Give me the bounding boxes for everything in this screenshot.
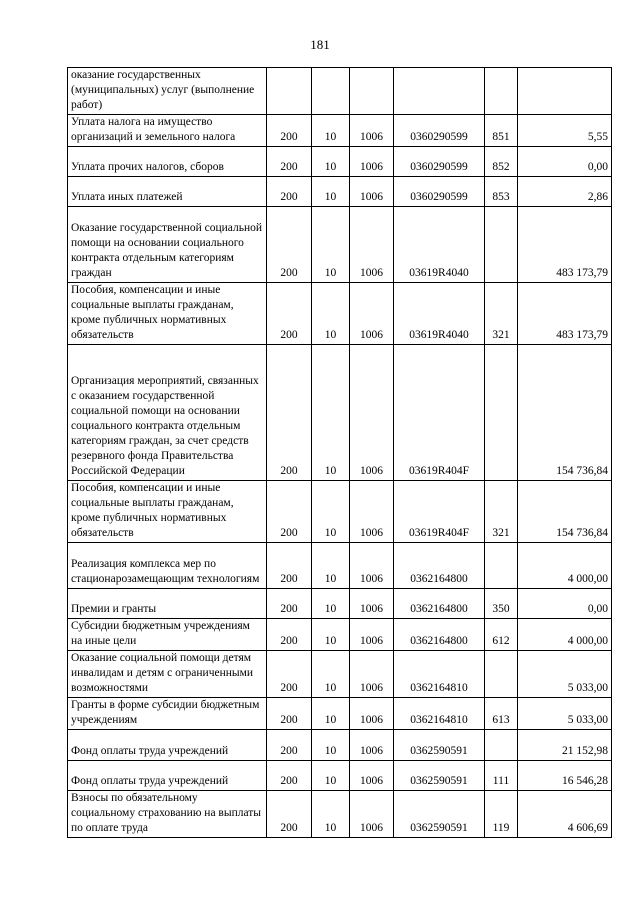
expense-type-code: 852 (485, 147, 518, 177)
subsection-code: 1006 (350, 207, 394, 283)
table-row (68, 345, 612, 481)
subsection-code: 1006 (350, 619, 394, 651)
amount: 5 033,00 (518, 651, 612, 698)
section-code: 10 (312, 619, 350, 651)
amount: 4 000,00 (518, 543, 612, 589)
section-code: 10 (312, 345, 350, 481)
target-code: 0360290599 (394, 177, 485, 207)
table-row (68, 68, 612, 115)
table-row (68, 698, 612, 730)
amount: 5,55 (518, 115, 612, 147)
target-code: 0362164810 (394, 698, 485, 730)
table-row (68, 207, 612, 283)
expense-type-code: 613 (485, 698, 518, 730)
subsection-code: 1006 (350, 651, 394, 698)
row-name: Взносы по обязательному социальному страхованию на выплаты по оплате труда (68, 791, 267, 838)
amount: 0,00 (518, 589, 612, 619)
amount: 4 000,00 (518, 619, 612, 651)
section-code: 10 (312, 207, 350, 283)
amount: 21 152,98 (518, 730, 612, 761)
amount: 2,86 (518, 177, 612, 207)
target-code: 0360290599 (394, 115, 485, 147)
target-code: 0362590591 (394, 730, 485, 761)
subsection-code: 1006 (350, 698, 394, 730)
amount: 0,00 (518, 147, 612, 177)
table-row (68, 481, 612, 543)
section-code: 10 (312, 761, 350, 791)
target-code: 0362590591 (394, 791, 485, 838)
row-name: оказание государственных (муниципальных) услуг (выполнение работ) (68, 68, 267, 115)
subsection-code (350, 68, 394, 115)
section-code: 10 (312, 283, 350, 345)
amount: 5 033,00 (518, 698, 612, 730)
row-name: Оказание государственной социальной помощи на основании социального контракта отдельным категориям граждан (68, 207, 267, 283)
ministry-code: 200 (267, 115, 312, 147)
subsection-code: 1006 (350, 481, 394, 543)
subsection-code: 1006 (350, 543, 394, 589)
subsection-code: 1006 (350, 147, 394, 177)
budget-table (67, 67, 612, 838)
table-row (68, 730, 612, 761)
ministry-code (267, 68, 312, 115)
table-row (68, 761, 612, 791)
ministry-code: 200 (267, 651, 312, 698)
subsection-code: 1006 (350, 283, 394, 345)
ministry-code: 200 (267, 619, 312, 651)
section-code: 10 (312, 589, 350, 619)
amount: 483 173,79 (518, 283, 612, 345)
expense-type-code: 612 (485, 619, 518, 651)
table-row (68, 115, 612, 147)
ministry-code: 200 (267, 698, 312, 730)
row-name: Субсидии бюджетным учреждениям на иные цели (68, 619, 267, 651)
target-code: 0362164800 (394, 543, 485, 589)
expense-type-code: 853 (485, 177, 518, 207)
section-code: 10 (312, 698, 350, 730)
expense-type-code (485, 543, 518, 589)
target-code: 03619R4040 (394, 207, 485, 283)
subsection-code: 1006 (350, 177, 394, 207)
row-name: Оказание социальной помощи детям инвалидам и детям с ограниченными возможностями (68, 651, 267, 698)
amount: 154 736,84 (518, 345, 612, 481)
row-name: Фонд оплаты труда учреждений (68, 761, 267, 791)
section-code: 10 (312, 791, 350, 838)
amount: 483 173,79 (518, 207, 612, 283)
target-code: 03619R404F (394, 345, 485, 481)
table-row (68, 147, 612, 177)
row-name: Гранты в форме субсидии бюджетным учреждениям (68, 698, 267, 730)
target-code: 03619R404F (394, 481, 485, 543)
budget-table-body (68, 68, 612, 838)
table-row (68, 619, 612, 651)
expense-type-code (485, 730, 518, 761)
target-code: 03619R4040 (394, 283, 485, 345)
row-name: Реализация комплекса мер по стационарозамещающим технологиям (68, 543, 267, 589)
target-code: 0362590591 (394, 761, 485, 791)
subsection-code: 1006 (350, 345, 394, 481)
target-code: 0362164800 (394, 619, 485, 651)
row-name: Пособия, компенсации и иные социальные выплаты гражданам, кроме публичных нормативных обязательств (68, 283, 267, 345)
subsection-code: 1006 (350, 730, 394, 761)
target-code: 0360290599 (394, 147, 485, 177)
ministry-code: 200 (267, 543, 312, 589)
expense-type-code: 111 (485, 761, 518, 791)
table-row (68, 651, 612, 698)
expense-type-code (485, 345, 518, 481)
amount: 154 736,84 (518, 481, 612, 543)
expense-type-code: 350 (485, 589, 518, 619)
expense-type-code: 321 (485, 283, 518, 345)
section-code: 10 (312, 115, 350, 147)
section-code: 10 (312, 651, 350, 698)
section-code (312, 68, 350, 115)
section-code: 10 (312, 147, 350, 177)
ministry-code: 200 (267, 207, 312, 283)
section-code: 10 (312, 730, 350, 761)
ministry-code: 200 (267, 481, 312, 543)
ministry-code: 200 (267, 283, 312, 345)
expense-type-code (485, 68, 518, 115)
ministry-code: 200 (267, 791, 312, 838)
amount: 16 546,28 (518, 761, 612, 791)
row-name: Уплата иных платежей (68, 177, 267, 207)
row-name: Уплата прочих налогов, сборов (68, 147, 267, 177)
table-row (68, 589, 612, 619)
expense-type-code: 321 (485, 481, 518, 543)
ministry-code: 200 (267, 761, 312, 791)
ministry-code: 200 (267, 589, 312, 619)
section-code: 10 (312, 543, 350, 589)
table-row (68, 177, 612, 207)
ministry-code: 200 (267, 177, 312, 207)
table-row (68, 283, 612, 345)
row-name: Организация мероприятий, связанных с оказанием государственной социальной помощи на основании социального контракта отдельным категориям граждан, за счет средств резервного фонда Правительства Российской Федерации (68, 345, 267, 481)
row-name: Уплата налога на имущество организаций и земельного налога (68, 115, 267, 147)
table-row (68, 791, 612, 838)
page-number: 181 (310, 37, 330, 52)
expense-type-code: 851 (485, 115, 518, 147)
subsection-code: 1006 (350, 791, 394, 838)
amount (518, 68, 612, 115)
expense-type-code (485, 651, 518, 698)
section-code: 10 (312, 481, 350, 543)
row-name: Пособия, компенсации и иные социальные выплаты гражданам, кроме публичных нормативных обязательств (68, 481, 267, 543)
target-code (394, 68, 485, 115)
row-name: Фонд оплаты труда учреждений (68, 730, 267, 761)
ministry-code: 200 (267, 147, 312, 177)
amount: 4 606,69 (518, 791, 612, 838)
table-row (68, 543, 612, 589)
subsection-code: 1006 (350, 761, 394, 791)
expense-type-code: 119 (485, 791, 518, 838)
subsection-code: 1006 (350, 589, 394, 619)
ministry-code: 200 (267, 345, 312, 481)
section-code: 10 (312, 177, 350, 207)
target-code: 0362164810 (394, 651, 485, 698)
expense-type-code (485, 207, 518, 283)
target-code: 0362164800 (394, 589, 485, 619)
ministry-code: 200 (267, 730, 312, 761)
row-name: Премии и гранты (68, 589, 267, 619)
subsection-code: 1006 (350, 115, 394, 147)
